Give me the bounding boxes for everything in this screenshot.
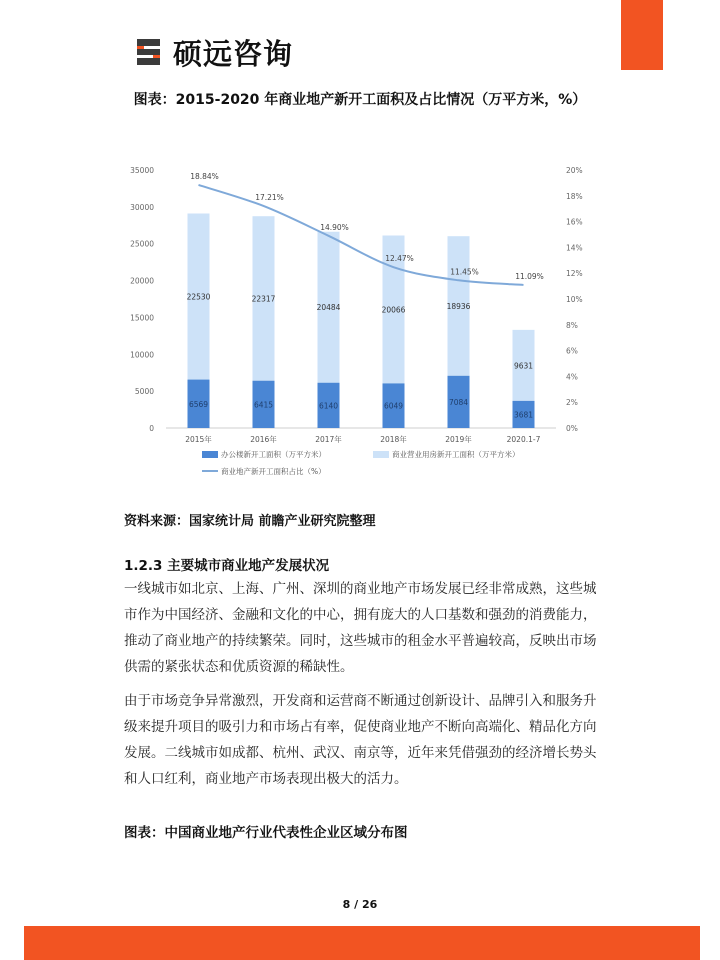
bar-retail-label: 22530 bbox=[186, 292, 211, 302]
y-right-tick-label: 20% bbox=[566, 166, 583, 175]
ratio-point-label: 14.90% bbox=[320, 222, 349, 232]
y-right-tick-label: 4% bbox=[566, 372, 578, 382]
y-right-tick-label: 12% bbox=[566, 269, 583, 279]
bar-office-label: 3681 bbox=[513, 410, 534, 420]
y-right-tick-label: 14% bbox=[566, 243, 583, 253]
ratio-point-label: 12.47% bbox=[385, 254, 414, 264]
x-tick-label: 2019年 bbox=[445, 435, 472, 444]
bar-retail-label: 18936 bbox=[446, 301, 471, 311]
ratio-point-label: 18.84% bbox=[190, 171, 219, 181]
ratio-point-label: 11.09% bbox=[515, 271, 544, 281]
legend-label-ratio: 商业地产新开工面积占比（%） bbox=[221, 467, 326, 476]
legend-swatch-office bbox=[202, 451, 218, 458]
y-left-tick-label: 5000 bbox=[134, 387, 154, 397]
legend-label-office: 办公楼新开工面积（万平方米） bbox=[221, 450, 326, 459]
brand-name: 硕远咨询 bbox=[173, 36, 294, 71]
paragraph-1: 一线城市如北京、上海、广州、深圳的商业地产市场发展已经非常成熟，这些城市作为中国经济、金融和文化的中心，拥有庞大的人口基数和强劲的消费能力，推动了商业地产的持续繁荣。同时，这些城市的租金水平普遍较高，反映出市场供需的紧张状态和优质资源的稀缺性。 bbox=[124, 581, 597, 675]
x-tick-label: 2020.1-7 bbox=[506, 435, 541, 444]
section-heading: 1.2.3 主要城市商业地产发展状况 bbox=[124, 558, 330, 574]
y-right-tick-label: 16% bbox=[566, 217, 583, 227]
chart bbox=[118, 150, 588, 488]
y-left-tick-label: 25000 bbox=[130, 239, 154, 249]
legend-label-retail: 商业营业用房新开工面积（万平方米） bbox=[392, 450, 520, 459]
y-left-tick-label: 30000 bbox=[130, 202, 154, 212]
y-right-tick-label: 8% bbox=[566, 320, 578, 330]
bar-office-label: 6415 bbox=[253, 400, 274, 410]
footer-bar bbox=[24, 926, 700, 960]
x-tick-label: 2017年 bbox=[315, 435, 342, 444]
bar-retail-label: 20066 bbox=[381, 305, 406, 315]
page-number: 8 / 26 bbox=[342, 898, 378, 911]
logo-mark-icon bbox=[133, 36, 165, 68]
y-left-tick-label: 10000 bbox=[130, 350, 154, 360]
x-tick-label: 2018年 bbox=[380, 435, 407, 444]
legend-swatch-retail bbox=[373, 451, 389, 458]
y-right-tick-label: 6% bbox=[566, 346, 578, 356]
bar-office-label: 6569 bbox=[188, 399, 209, 409]
bar-retail-label: 22317 bbox=[251, 294, 276, 304]
y-right-tick-label: 2% bbox=[566, 398, 578, 408]
y-right-tick-label: 0% bbox=[566, 424, 578, 433]
y-left-tick-label: 0 bbox=[149, 424, 154, 433]
x-tick-label: 2015年 bbox=[185, 435, 212, 444]
accent-block bbox=[621, 0, 663, 70]
bar-office-label: 6049 bbox=[383, 401, 404, 411]
bar-office-label: 7084 bbox=[448, 397, 469, 407]
chart-title: 图表：2015-2020 年商业地产新开工面积及占比情况（万平方米，%） bbox=[133, 92, 587, 108]
x-tick-label: 2016年 bbox=[250, 435, 277, 444]
ratio-point-label: 11.45% bbox=[450, 267, 479, 277]
paragraph-2: 由于市场竞争异常激烈，开发商和运营商不断通过创新设计、品牌引入和服务升级来提升项目的吸引力和市场占有率，促使商业地产不断向高端化、精品化方向发展。二线城市如成都、杭州、武汉、南京等，近年来凭借强劲的经济增长势头和人口红利，商业地产市场表现出极大的活力。 bbox=[124, 693, 597, 787]
source-note: 资料来源：国家统计局 前瞻产业研究院整理 bbox=[124, 514, 376, 529]
bar-office-label: 6140 bbox=[318, 401, 339, 411]
bar-retail-label: 20484 bbox=[316, 303, 341, 313]
y-right-tick-label: 18% bbox=[566, 191, 583, 201]
bar-retail-label: 9631 bbox=[513, 361, 534, 371]
y-left-tick-label: 35000 bbox=[130, 166, 154, 175]
ratio-point-label: 17.21% bbox=[255, 192, 284, 202]
brand-logo bbox=[133, 32, 293, 72]
figure-caption: 图表：中国商业地产行业代表性企业区域分布图 bbox=[124, 825, 408, 841]
y-right-tick-label: 10% bbox=[566, 295, 583, 304]
y-left-tick-label: 15000 bbox=[130, 313, 154, 323]
y-left-tick-label: 20000 bbox=[130, 276, 154, 286]
